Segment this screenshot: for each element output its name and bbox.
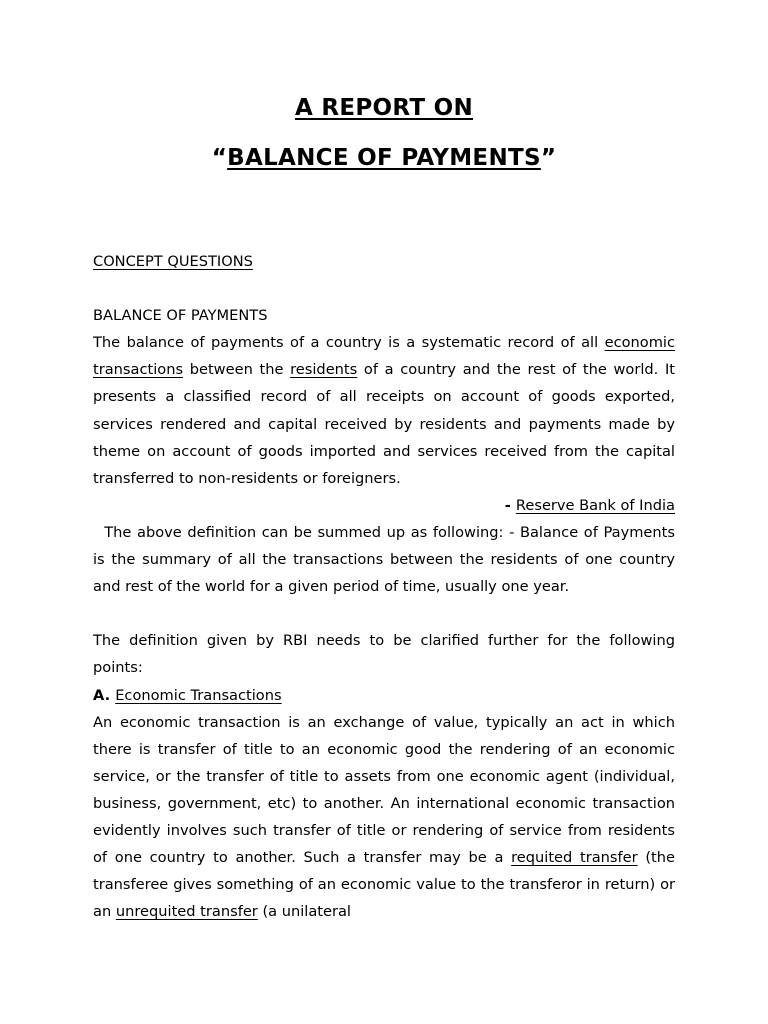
attribution bbox=[93, 492, 675, 519]
point-a-title: Economic Transactions bbox=[115, 686, 282, 704]
report-subject: BALANCE OF PAYMENTS bbox=[227, 145, 541, 171]
open-quote: “ bbox=[211, 145, 228, 171]
paragraph-definition bbox=[93, 329, 675, 492]
paragraph-text: The balance of payments of a country is a systematic record of all bbox=[93, 334, 605, 352]
attribution-source: Reserve Bank of India bbox=[515, 496, 675, 514]
point-a-label: A. bbox=[93, 686, 116, 704]
paragraph-text: (a unilateral bbox=[257, 903, 351, 921]
document-body bbox=[93, 248, 675, 925]
report-title-line1 bbox=[0, 95, 768, 121]
report-title-line2 bbox=[0, 145, 768, 171]
term-unrequited-transfer: unrequited transfer bbox=[115, 903, 258, 921]
paragraph-text: of a country and the rest of the world. It presents a classified record of all receipts on account of goods exported, services rendered and capital received by residents and payments made by theme on account of goods imported and services received from the capital transferred to non-residents or foreigners. bbox=[93, 361, 675, 487]
section-heading: CONCEPT QUESTIONS bbox=[93, 253, 253, 270]
close-quote: ” bbox=[540, 145, 557, 171]
paragraph-text: An economic transaction is an exchange of value, typically an act in which there is transfer of title to an economic good the rendering of an economic service, or the transfer of title to assets from one economic agent (individual, business, government, etc) to another. An international economic transaction evidently involves such transfer of title or rendering of service from residents of one country to another. Such a transfer may be a bbox=[93, 713, 675, 867]
link-residents[interactable]: residents bbox=[290, 361, 358, 379]
report-title-text: A REPORT ON bbox=[294, 95, 474, 121]
term-requited-transfer: requited transfer bbox=[511, 849, 638, 867]
spacer bbox=[93, 275, 675, 302]
point-a-heading bbox=[93, 682, 675, 709]
paragraph-text: between the bbox=[183, 361, 291, 379]
link-economic-transactions[interactable]: economic transactions bbox=[93, 334, 675, 379]
paragraph-economic-transaction bbox=[93, 709, 675, 926]
paragraph-clarification: The definition given by RBI needs to be clarified further for the following points: bbox=[93, 632, 675, 677]
paragraph-summary: The above definition can be summed up as following: - Balance of Payments is the summary of all the transactions between the residents of one country and rest of the world for a given period of time, usually one year. bbox=[93, 523, 675, 596]
spacer bbox=[93, 600, 675, 627]
paragraph-text: (the transferee gives something of an economic value to the transferor in return) or an bbox=[93, 849, 675, 921]
attribution-dash: - bbox=[504, 496, 516, 514]
subheading: BALANCE OF PAYMENTS bbox=[93, 307, 268, 325]
